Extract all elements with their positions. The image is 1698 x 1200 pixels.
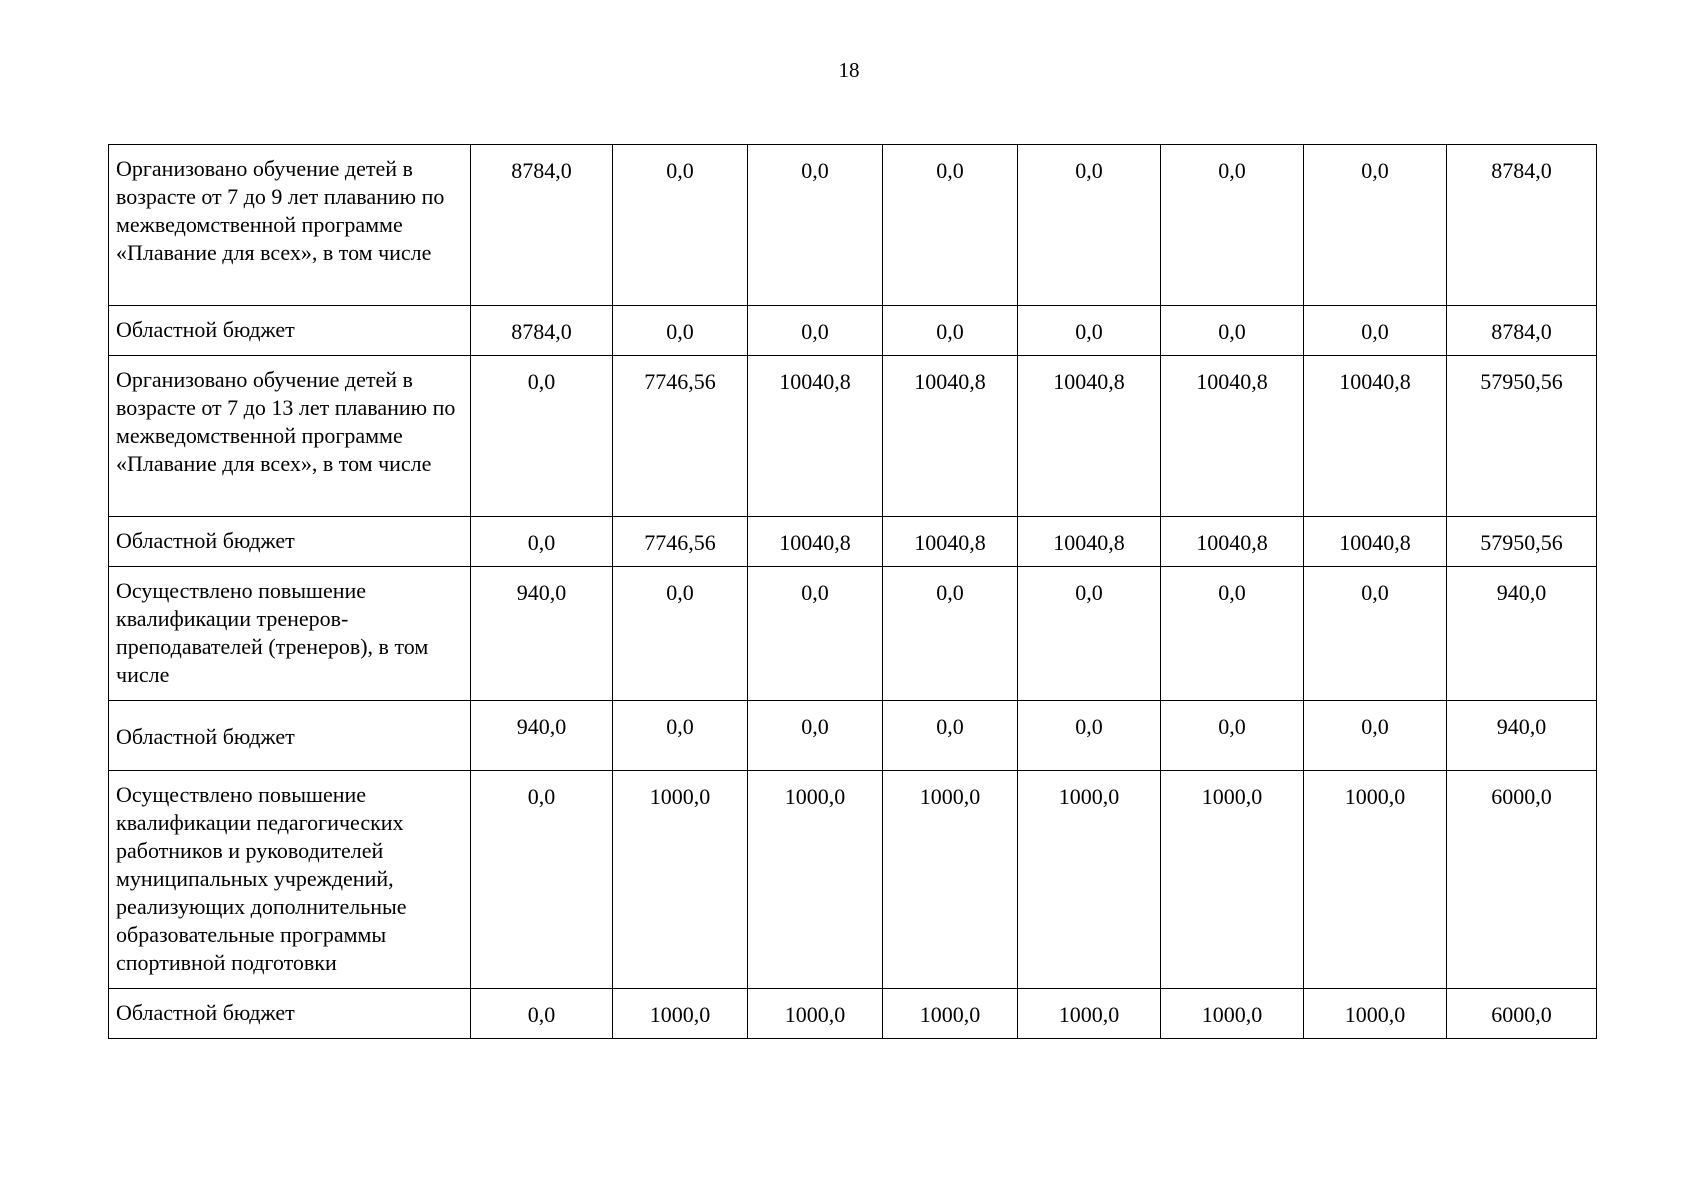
- cell-value: 10040,8: [748, 356, 883, 517]
- row-label: Организовано обучение детей в возрасте от 7 до 13 лет плаванию по межведомственной программе «Плавание для всех», в том числе: [109, 356, 471, 517]
- cell-value: 10040,8: [1018, 517, 1161, 567]
- cell-value: 0,0: [1018, 145, 1161, 306]
- cell-value: 1000,0: [1018, 771, 1161, 989]
- row-label: Областной бюджет: [109, 989, 471, 1039]
- cell-value: 0,0: [1018, 567, 1161, 701]
- table-row: [109, 356, 1597, 517]
- cell-value: 1000,0: [1161, 771, 1304, 989]
- cell-value: 10040,8: [883, 517, 1018, 567]
- table-row: [109, 145, 1597, 306]
- cell-value: 0,0: [471, 989, 613, 1039]
- cell-value: 0,0: [883, 145, 1018, 306]
- cell-value: 8784,0: [471, 145, 613, 306]
- cell-value: 0,0: [613, 701, 748, 771]
- cell-value: 1000,0: [748, 989, 883, 1039]
- row-label: Осуществлено повышение квалификации педагогических работников и руководителей муниципальных учреждений, реализующих дополнительные образовательные программы спортивной подготовки: [109, 771, 471, 989]
- table-row: [109, 517, 1597, 567]
- cell-value: 0,0: [613, 145, 748, 306]
- table-row: [109, 306, 1597, 356]
- cell-value: 1000,0: [1161, 989, 1304, 1039]
- row-label: Осуществлено повышение квалификации тренеров-преподавателей (тренеров), в том числе: [109, 567, 471, 701]
- cell-value: 0,0: [1304, 306, 1447, 356]
- table-row: [109, 989, 1597, 1039]
- cell-value: 1000,0: [613, 771, 748, 989]
- cell-value: 0,0: [471, 356, 613, 517]
- cell-total: 940,0: [1447, 567, 1597, 701]
- table-body: [109, 145, 1597, 1039]
- cell-value: 940,0: [471, 701, 613, 771]
- cell-total: 8784,0: [1447, 145, 1597, 306]
- cell-value: 0,0: [1161, 306, 1304, 356]
- cell-value: 10040,8: [1304, 356, 1447, 517]
- cell-value: 0,0: [1161, 145, 1304, 306]
- cell-value: 0,0: [1304, 567, 1447, 701]
- cell-value: 0,0: [1161, 701, 1304, 771]
- cell-value: 0,0: [613, 567, 748, 701]
- cell-value: 940,0: [471, 567, 613, 701]
- row-label: Организовано обучение детей в возрасте от 7 до 9 лет плаванию по межведомственной программе «Плавание для всех», в том числе: [109, 145, 471, 306]
- page-number: 18: [838, 58, 860, 82]
- cell-value: 1000,0: [1018, 989, 1161, 1039]
- table-row: [109, 567, 1597, 701]
- cell-value: 10040,8: [1161, 517, 1304, 567]
- cell-value: 0,0: [1304, 145, 1447, 306]
- row-label: Областной бюджет: [109, 306, 471, 356]
- cell-value: 0,0: [471, 517, 613, 567]
- cell-value: 0,0: [1018, 306, 1161, 356]
- cell-total: 57950,56: [1447, 517, 1597, 567]
- cell-value: 10040,8: [1018, 356, 1161, 517]
- cell-value: 0,0: [1304, 701, 1447, 771]
- cell-value: 0,0: [748, 306, 883, 356]
- cell-value: 1000,0: [748, 771, 883, 989]
- table-row: [109, 771, 1597, 989]
- cell-value: 10040,8: [1304, 517, 1447, 567]
- row-label: Областной бюджет: [109, 701, 471, 771]
- cell-value: 0,0: [883, 701, 1018, 771]
- row-label: Областной бюджет: [109, 517, 471, 567]
- cell-total: 57950,56: [1447, 356, 1597, 517]
- cell-value: 0,0: [613, 306, 748, 356]
- cell-value: 0,0: [1018, 701, 1161, 771]
- cell-value: 1000,0: [883, 989, 1018, 1039]
- cell-value: 0,0: [748, 145, 883, 306]
- cell-total: 8784,0: [1447, 306, 1597, 356]
- cell-value: 1000,0: [613, 989, 748, 1039]
- cell-value: 0,0: [471, 771, 613, 989]
- cell-value: 0,0: [748, 567, 883, 701]
- cell-value: 7746,56: [613, 517, 748, 567]
- cell-value: 1000,0: [883, 771, 1018, 989]
- cell-total: 940,0: [1447, 701, 1597, 771]
- cell-value: 0,0: [883, 306, 1018, 356]
- cell-value: 10040,8: [1161, 356, 1304, 517]
- cell-total: 6000,0: [1447, 771, 1597, 989]
- cell-total: 6000,0: [1447, 989, 1597, 1039]
- cell-value: 8784,0: [471, 306, 613, 356]
- cell-value: 1000,0: [1304, 771, 1447, 989]
- cell-value: 10040,8: [883, 356, 1018, 517]
- cell-value: 0,0: [1161, 567, 1304, 701]
- budget-table: [108, 144, 1597, 1039]
- cell-value: 10040,8: [748, 517, 883, 567]
- cell-value: 7746,56: [613, 356, 748, 517]
- cell-value: 0,0: [883, 567, 1018, 701]
- cell-value: 1000,0: [1304, 989, 1447, 1039]
- cell-value: 0,0: [748, 701, 883, 771]
- table-row: [109, 701, 1597, 771]
